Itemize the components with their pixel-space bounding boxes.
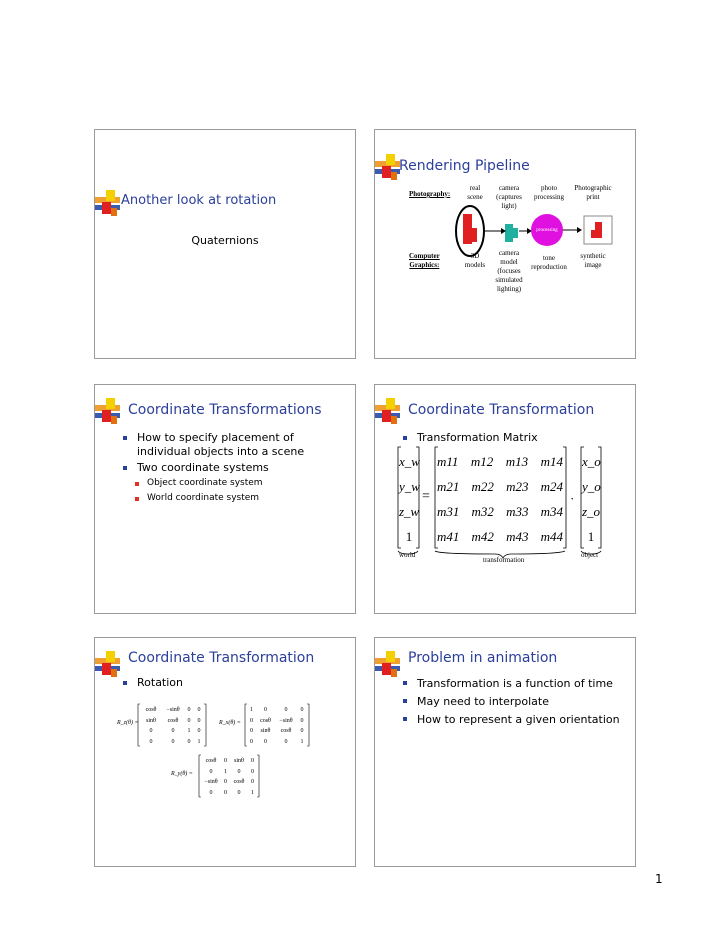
bullet-item: Two coordinate systems bbox=[123, 461, 343, 475]
rotation-matrix-brackets bbox=[95, 638, 355, 867]
rx-label: R_x(θ) = bbox=[219, 720, 241, 726]
equals-sign: = bbox=[422, 489, 430, 504]
slide-3 bbox=[94, 384, 356, 614]
vector-entry: 1 bbox=[405, 529, 413, 544]
matrix-cell: m44 bbox=[540, 529, 563, 544]
matrix-cell: 1 bbox=[250, 707, 253, 713]
world-label: world bbox=[399, 551, 416, 559]
ry-matrix bbox=[201, 756, 257, 798]
matrix-cell: 0 bbox=[284, 707, 288, 713]
slide-title: Another look at rotation bbox=[121, 193, 277, 208]
matrix-cell: m14 bbox=[540, 454, 563, 469]
slide-title: Coordinate Transformation bbox=[408, 402, 595, 418]
matrix-cell: m42 bbox=[471, 529, 494, 544]
slide-title: Problem in animation bbox=[408, 650, 558, 666]
matrix-cell: 0 bbox=[300, 728, 304, 734]
vector-entry: y_w bbox=[399, 479, 420, 494]
slide-2 bbox=[374, 129, 636, 359]
matrix-cell: 0 bbox=[209, 768, 213, 775]
matrix-cell: 0 bbox=[250, 738, 253, 745]
world-vector bbox=[399, 449, 419, 549]
matrix-cell: 0 bbox=[187, 717, 191, 724]
photo-col-3: photo processing bbox=[534, 184, 564, 201]
transformation-matrix bbox=[437, 449, 563, 549]
cg-col-4: synthetic image bbox=[580, 252, 606, 269]
cg-col-1: 3D models bbox=[464, 252, 486, 269]
matrix-cell: 0 bbox=[251, 758, 254, 764]
matrix-cell: 1 bbox=[187, 728, 191, 734]
object-label: object bbox=[581, 551, 599, 559]
matrix-cell: 0 bbox=[224, 758, 227, 764]
matrix-cell: sinθ bbox=[234, 758, 244, 764]
matrix-cell: −sinθ bbox=[279, 717, 293, 724]
bullet-list bbox=[123, 431, 343, 507]
matrix-cell: cosθ bbox=[145, 707, 157, 713]
matrix-cell: 0 bbox=[187, 707, 191, 713]
slide-4 bbox=[374, 384, 636, 614]
processing-blob-label: processing bbox=[536, 228, 558, 233]
matrix-cell: m24 bbox=[540, 479, 563, 494]
slide-title: Coordinate Transformations bbox=[128, 402, 322, 418]
matrix-cell: 0 bbox=[250, 728, 253, 734]
slide-1 bbox=[94, 129, 356, 359]
matrix-cell: cosθ bbox=[205, 758, 217, 764]
matrix-cell: −sinθ bbox=[166, 707, 180, 713]
bullet-item: May need to interpolate bbox=[403, 694, 628, 710]
slide-title: Rendering Pipeline bbox=[399, 158, 530, 174]
rz-label: R_z(θ) = bbox=[117, 720, 139, 726]
matrix-cell: cosθ bbox=[233, 779, 245, 785]
matrix-cell: −sinθ bbox=[204, 779, 218, 785]
matrix-cell: 0 bbox=[197, 707, 201, 713]
bullet-item: How to specify placement of individual objects into a scene bbox=[123, 431, 343, 459]
cg-col-3: tone reproduction bbox=[531, 254, 567, 271]
matrix-cell: cosθ bbox=[260, 717, 271, 724]
bullet-item: Rotation bbox=[123, 676, 343, 690]
slide-logo bbox=[95, 398, 125, 428]
vector-entry: 1 bbox=[587, 529, 595, 544]
matrix-cell: 0 bbox=[149, 728, 153, 734]
slide-logo bbox=[375, 651, 405, 681]
matrix-cell: 1 bbox=[251, 789, 254, 796]
matrix-cell: sinθ bbox=[146, 717, 156, 724]
matrix-cell: 0 bbox=[171, 738, 175, 745]
dot-operator: · bbox=[570, 491, 575, 506]
matrix-cell: 0 bbox=[237, 789, 241, 796]
matrix-cell: 0 bbox=[224, 789, 227, 796]
photography-label: Photography: bbox=[409, 190, 451, 198]
bullet-item: How to represent a given orientation bbox=[403, 712, 628, 728]
matrix-cell: cosθ bbox=[167, 717, 179, 724]
matrix-cell: 0 bbox=[300, 717, 304, 724]
matrix-cell: 0 bbox=[237, 768, 241, 775]
matrix-cell: m43 bbox=[506, 529, 529, 544]
vector-entry: z_w bbox=[399, 504, 420, 519]
matrix-cell: cosθ bbox=[280, 728, 292, 734]
matrix-cell: m12 bbox=[470, 454, 494, 469]
slide-6 bbox=[374, 637, 636, 867]
matrix-cell: m11 bbox=[437, 454, 459, 469]
rz-matrix bbox=[140, 705, 204, 747]
matrix-cell: m31 bbox=[437, 504, 460, 519]
matrix-cell: m34 bbox=[540, 504, 563, 519]
matrix-cell: 0 bbox=[251, 768, 254, 775]
matrix-cell: 0 bbox=[197, 728, 201, 734]
matrix-cell: 0 bbox=[149, 738, 153, 745]
matrix-cell: sinθ bbox=[260, 728, 271, 734]
matrix-cell: 1 bbox=[197, 738, 201, 745]
vector-entry: x_w bbox=[399, 454, 420, 469]
matrix-cell: 0 bbox=[224, 779, 227, 785]
matrix-cell: m41 bbox=[437, 529, 460, 544]
matrix-cell: 1 bbox=[300, 738, 304, 745]
rx-matrix bbox=[247, 705, 307, 747]
pipeline-diagram bbox=[375, 130, 635, 359]
sub-bullet-item: Object coordinate system bbox=[123, 477, 343, 490]
cg-col-2: camera model (focuses simulated lighting) bbox=[495, 249, 523, 293]
camera-shape-teal bbox=[505, 224, 513, 242]
ry-label: R_y(θ) = bbox=[171, 771, 193, 777]
matrix-cell: 0 bbox=[264, 707, 267, 713]
matrix-cell: 0 bbox=[250, 717, 253, 724]
matrix-cell: 0 bbox=[197, 717, 201, 724]
photo-col-1: real scene bbox=[467, 184, 483, 201]
matrix-cell: m21 bbox=[437, 479, 460, 494]
matrix-cell: 0 bbox=[284, 738, 288, 745]
slide-title: Coordinate Transformation bbox=[128, 650, 315, 666]
matrix-cell: 0 bbox=[171, 728, 175, 734]
vector-entry: z_o bbox=[582, 504, 601, 519]
matrix-cell: m22 bbox=[471, 479, 494, 494]
matrix-cell: 0 bbox=[209, 789, 213, 796]
matrix-cell: m13 bbox=[505, 454, 529, 469]
matrix-cell: m33 bbox=[506, 504, 529, 519]
matrix-cell: m32 bbox=[471, 504, 494, 519]
matrix-cell: 0 bbox=[251, 779, 254, 785]
object-vector bbox=[582, 449, 600, 549]
vector-entry: x_o bbox=[582, 454, 601, 469]
vector-entry: y_o bbox=[582, 479, 601, 494]
transformation-label: transformation bbox=[483, 556, 525, 564]
slide-subtitle: Quaternions bbox=[191, 234, 259, 247]
matrix-cell: 1 bbox=[224, 768, 227, 775]
matrix-cell: 0 bbox=[300, 707, 304, 713]
sub-bullet-item: World coordinate system bbox=[123, 492, 343, 505]
bullet-item: Transformation is a function of time bbox=[403, 676, 628, 692]
photo-col-4: Photographic print bbox=[574, 184, 612, 201]
matrix-cell: m23 bbox=[506, 479, 529, 494]
cg-label: Computer Graphics: bbox=[409, 252, 440, 269]
photo-col-2: camera (captures light) bbox=[496, 184, 522, 210]
page-number: 1 bbox=[655, 872, 663, 886]
slide-5 bbox=[94, 637, 356, 867]
bullet-list bbox=[403, 676, 628, 730]
bullet-item: Transformation Matrix bbox=[403, 431, 623, 445]
matrix-cell: 0 bbox=[264, 738, 267, 745]
matrix-cell: 0 bbox=[187, 738, 191, 745]
